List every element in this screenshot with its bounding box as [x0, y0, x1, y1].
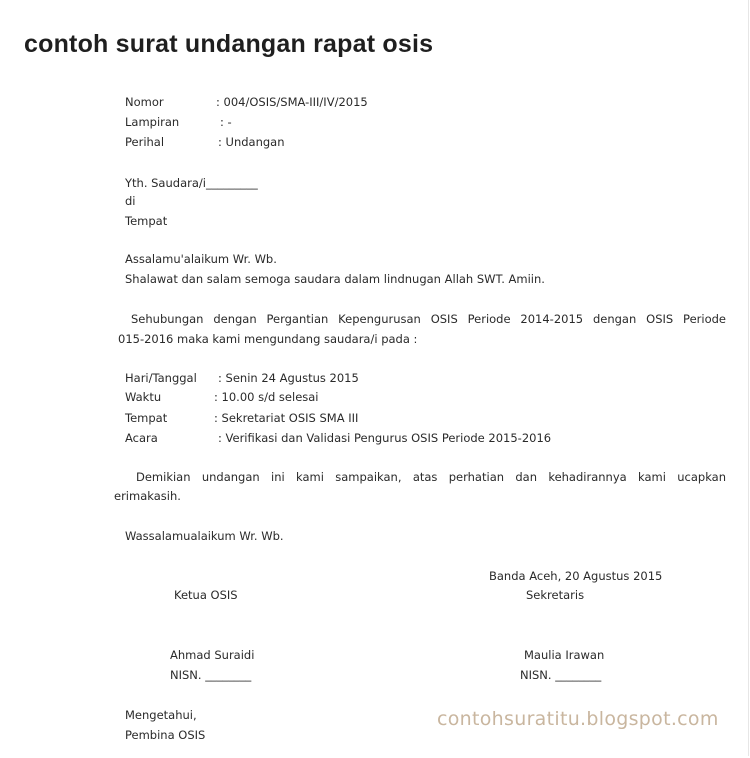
hari-value: : Senin 24 Agustus 2015 — [218, 371, 359, 385]
right-signatory-title: Sekretaris — [526, 588, 585, 602]
tempat-label: Tempat — [125, 411, 168, 425]
greeting-salam: Assalamu'alaikum Wr. Wb. — [125, 252, 277, 266]
closing-line-2: erimakasih. — [114, 489, 181, 503]
lampiran-label: Lampiran — [125, 115, 180, 129]
tempat-value: : Sekretariat OSIS SMA III — [214, 411, 359, 425]
acara-value: : Verifikasi dan Validasi Pengurus OSIS Periode 2015-2016 — [218, 431, 552, 445]
perihal-value: : Undangan — [218, 135, 285, 149]
greeting-shalawat: Shalawat dan salam semoga saudara dalam lindnugan Allah SWT. Amiin. — [125, 272, 545, 286]
pembina-title: Pembina OSIS — [125, 728, 206, 742]
recipient-di: di — [125, 194, 136, 208]
perihal-label: Perihal — [125, 135, 165, 149]
lampiran-value: : - — [220, 115, 232, 129]
nomor-value: : 004/OSIS/SMA-III/IV/2015 — [216, 95, 368, 109]
nomor-label: Nomor — [125, 95, 164, 109]
waktu-value: : 10.00 s/d selesai — [214, 390, 319, 404]
left-nisn: NISN. ________ — [170, 668, 252, 682]
waktu-label: Waktu — [125, 390, 162, 404]
closing-line-1: Demikian undangan ini kami sampaikan, atas perhatian dan kehadirannya kami ucapkan — [136, 470, 726, 484]
place-date: Banda Aceh, 20 Agustus 2015 — [489, 569, 663, 583]
recipient-tempat: Tempat — [125, 214, 168, 228]
watermark: contohsuratitu.blogspot.com — [437, 708, 719, 730]
intro-line-2: 015-2016 maka kami mengundang saudara/i pada : — [118, 332, 418, 346]
letter-image — [110, 80, 746, 756]
closing-salam: Wassalamualaikum Wr. Wb. — [125, 529, 284, 543]
hari-label: Hari/Tanggal — [125, 371, 197, 385]
left-signatory-title: Ketua OSIS — [174, 588, 238, 602]
page-title: contoh surat undangan rapat osis — [24, 30, 434, 58]
left-signatory-name: Ahmad Suraidi — [170, 648, 255, 662]
right-signatory-name: Maulia Irawan — [524, 648, 605, 662]
recipient-line: Yth. Saudara/i_________ — [125, 176, 258, 190]
acara-label: Acara — [125, 431, 158, 445]
intro-line-1: Sehubungan dengan Pergantian Kepengurusan OSIS Periode 2014-2015 dengan OSIS Periode — [131, 312, 726, 326]
right-nisn: NISN. ________ — [520, 668, 602, 682]
mengetahui: Mengetahui, — [125, 708, 197, 722]
